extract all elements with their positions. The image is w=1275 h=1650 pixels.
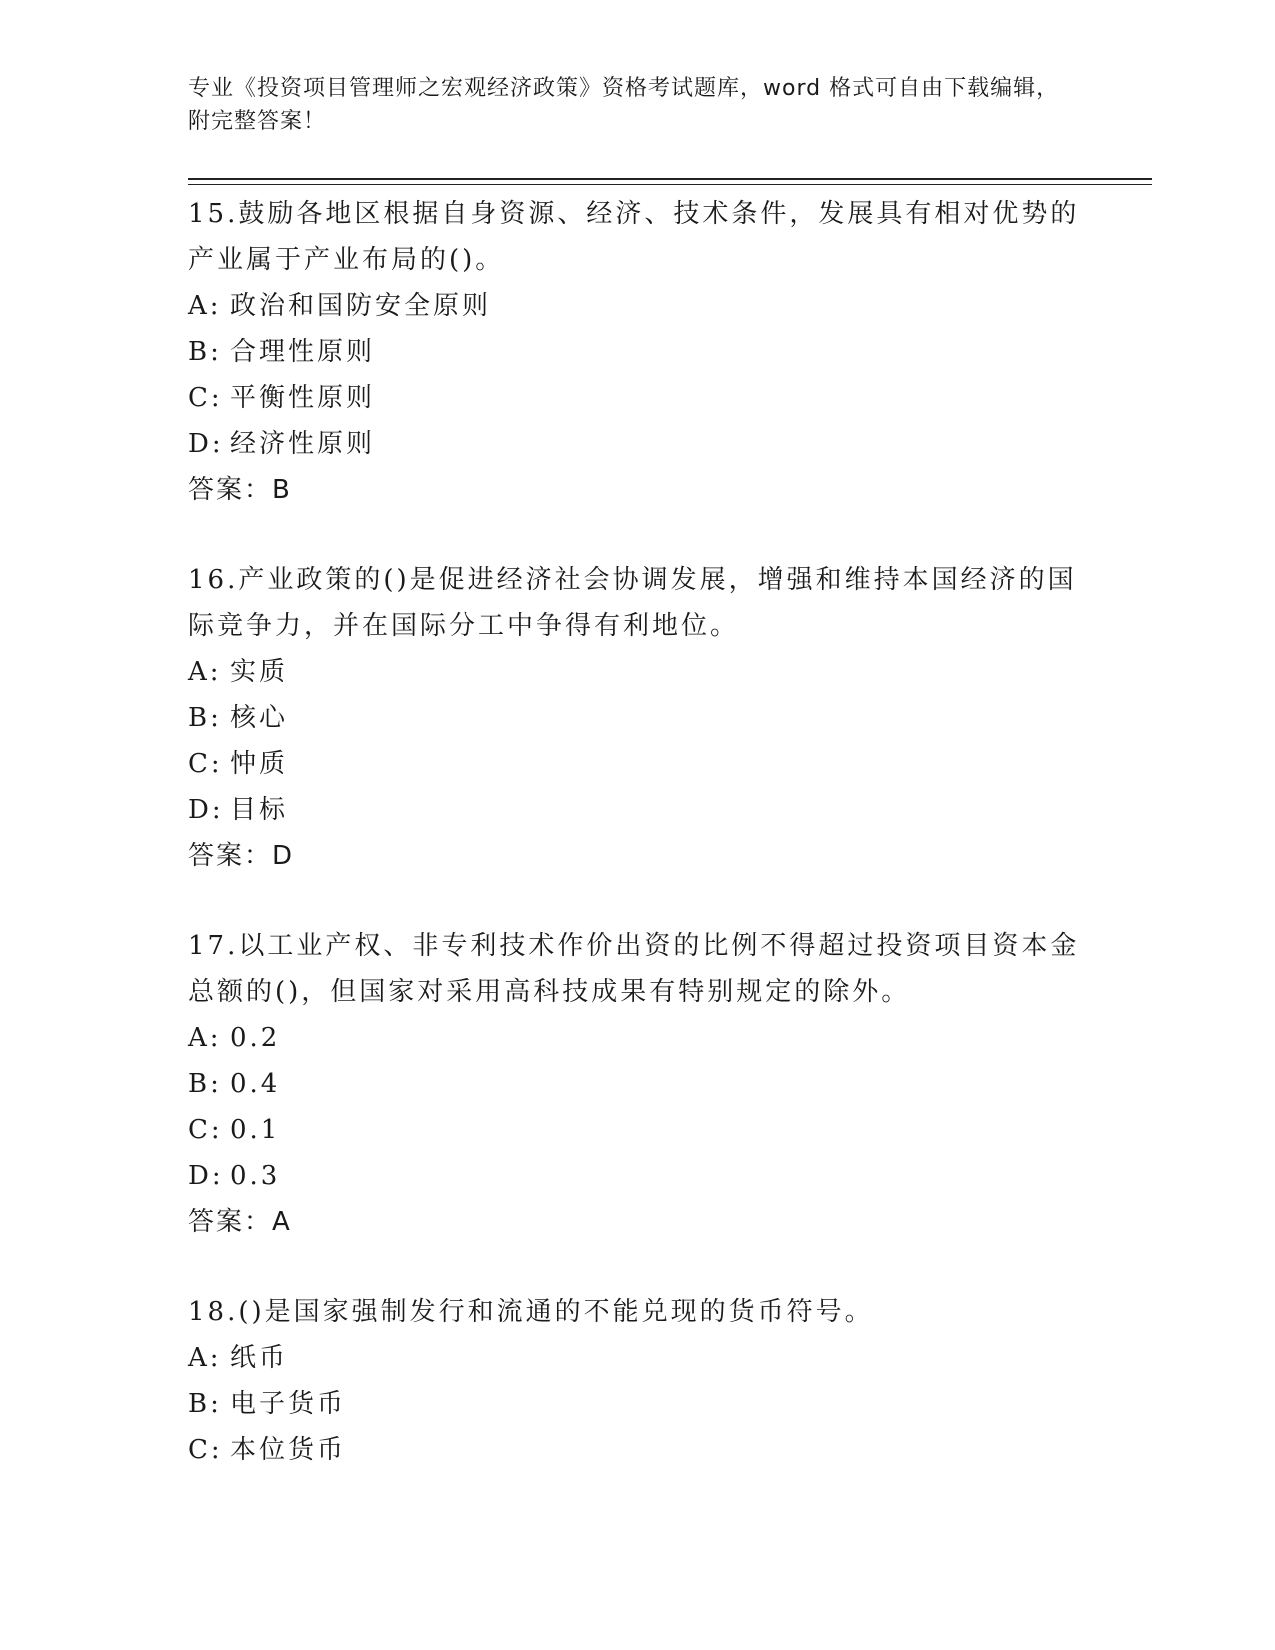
option-text: 0.1 bbox=[230, 1115, 281, 1145]
question-16 bbox=[188, 557, 1088, 879]
option-key: A: bbox=[188, 291, 222, 321]
option-a bbox=[188, 1335, 1088, 1381]
question-15 bbox=[188, 191, 1088, 513]
question-17 bbox=[188, 923, 1088, 1245]
option-d bbox=[188, 1153, 1088, 1199]
option-a bbox=[188, 283, 1088, 329]
option-a bbox=[188, 1015, 1088, 1061]
option-text: 0.4 bbox=[230, 1069, 281, 1099]
page-header-text: 专业《投资项目管理师之宏观经济政策》资格考试题库，word 格式可自由下载编辑，附完整答案！ bbox=[188, 76, 1060, 134]
question-stem: 16.产业政策的()是促进经济社会协调发展，增强和维持本国经济的国际竞争力，并在国际分工中争得有利地位。 bbox=[188, 565, 1077, 641]
option-c bbox=[188, 741, 1088, 787]
option-key: C: bbox=[188, 749, 223, 779]
answer-line: 答案：B bbox=[188, 475, 292, 505]
option-key: B: bbox=[188, 1389, 222, 1419]
option-key: D: bbox=[188, 795, 224, 825]
option-text: 目标 bbox=[230, 795, 289, 825]
option-b bbox=[188, 329, 1088, 375]
option-key: C: bbox=[188, 1435, 223, 1465]
option-text: 政治和国防安全原则 bbox=[230, 291, 492, 321]
option-text: 合理性原则 bbox=[230, 337, 376, 367]
question-stem: 18.()是国家强制发行和流通的不能兑现的货币符号。 bbox=[188, 1297, 874, 1327]
header-divider-thick bbox=[188, 178, 1152, 180]
answer-line: 答案：A bbox=[188, 1207, 292, 1237]
option-key: C: bbox=[188, 383, 223, 413]
option-text: 核心 bbox=[230, 703, 289, 733]
option-key: D: bbox=[188, 429, 224, 459]
question-18 bbox=[188, 1289, 1088, 1473]
option-b bbox=[188, 1381, 1088, 1427]
option-text: 本位货币 bbox=[230, 1435, 347, 1465]
option-d bbox=[188, 787, 1088, 833]
question-stem: 17.以工业产权、非专利技术作价出资的比例不得超过投资项目资本金总额的()，但国家对采用高科技成果有特别规定的除外。 bbox=[188, 931, 1080, 1007]
option-b bbox=[188, 695, 1088, 741]
question-stem: 15.鼓励各地区根据自身资源、经济、技术条件，发展具有相对优势的产业属于产业布局的()。 bbox=[188, 199, 1080, 275]
option-text: 忡质 bbox=[230, 749, 289, 779]
option-text: 平衡性原则 bbox=[230, 383, 376, 413]
option-c bbox=[188, 1427, 1088, 1473]
option-c bbox=[188, 375, 1088, 421]
option-text: 实质 bbox=[230, 657, 289, 687]
option-key: C: bbox=[188, 1115, 223, 1145]
question-list bbox=[188, 191, 1088, 1517]
option-key: A: bbox=[188, 1343, 222, 1373]
option-b bbox=[188, 1061, 1088, 1107]
option-key: B: bbox=[188, 337, 222, 367]
option-key: A: bbox=[188, 657, 222, 687]
option-text: 纸币 bbox=[230, 1343, 289, 1373]
option-key: B: bbox=[188, 1069, 222, 1099]
option-text: 电子货币 bbox=[230, 1389, 347, 1419]
option-text: 经济性原则 bbox=[230, 429, 376, 459]
option-d bbox=[188, 421, 1088, 467]
option-key: A: bbox=[188, 1023, 222, 1053]
answer-line: 答案：D bbox=[188, 841, 295, 871]
option-text: 0.2 bbox=[230, 1023, 281, 1053]
option-c bbox=[188, 1107, 1088, 1153]
option-key: D: bbox=[188, 1161, 224, 1191]
option-a bbox=[188, 649, 1088, 695]
option-key: B: bbox=[188, 703, 222, 733]
header-divider-thin bbox=[188, 184, 1152, 185]
option-text: 0.3 bbox=[230, 1161, 281, 1191]
